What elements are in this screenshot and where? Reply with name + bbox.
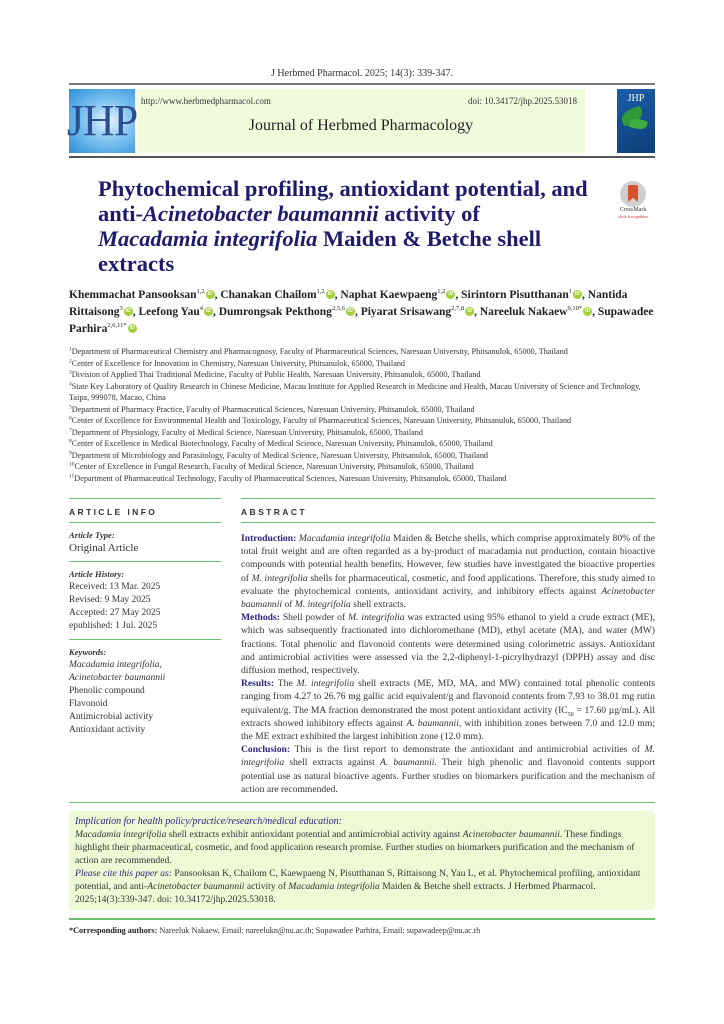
abstract-methods: Methods: Shell powder of M. integrifolia was extracted using 95% ethanol to yield a crude extract (ME), which was subsequently fractionated into dichloromethane (MD), ethyl acetate (MA), and water (MW) fractions. Total phenolic and flavonoid contents were determined using colorimetric assays. Antioxidant and antimicrobial activities were assessed via the 2,2-diphenyl-1-picrylhydrazyl (DPPH) assay and disc diffusion method, respectively.: [241, 612, 655, 677]
affiliation-item: [69, 381, 655, 404]
crossmark-label: CrossMark: [619, 207, 647, 213]
affiliation-number: 10: [69, 461, 75, 468]
crossmark-sublabel: click for updates: [618, 214, 648, 219]
orcid-icon[interactable]: iD: [129, 325, 135, 331]
affiliation-text: Department of Pharmaceutical Chemistry and Pharmacognosy, Faculty of Pharmaceutical Sciences, Naresuan University, Phitsanulok, 65000, Thailand: [71, 347, 568, 356]
article-info-heading: ARTICLE INFO: [69, 507, 158, 517]
orcid-icon[interactable]: iD: [125, 308, 131, 314]
affiliation-text: State Key Laboratory of Quality Research in Chinese Medicine, Macau Institute for Applied Research in Medicine and Health, Macau University of Science and Technology, Taipa, 999078, Macao, China: [69, 381, 641, 402]
journal-url-link[interactable]: http://www.herbmedpharmacol.com: [141, 96, 271, 106]
orcid-icon[interactable]: iD: [467, 308, 473, 314]
affiliation-item: [69, 415, 655, 427]
affiliation-number: 2: [69, 357, 72, 364]
journal-cover-image: [617, 89, 655, 153]
affiliation-text: Department of Pharmacy Practice, Faculty of Pharmaceutical Sciences, Naresuan University, Phitsanulok, 65000, Thailand: [71, 404, 475, 414]
author-affiliation-marker: 2,7,8: [451, 305, 465, 313]
footer-rule: [69, 918, 655, 920]
affiliation-number: 7: [69, 426, 72, 433]
section-rule: [69, 802, 655, 803]
keywords: [69, 640, 221, 743]
abstract-conclusion: Conclusion: This is the first report to demonstrate the antioxidant and antimicrobial activities of M. integrifolia shell extracts against A. baumannii. Their high phenolic and flavonoid contents support potential use as natural bioactive agents. Further studies on biomarkers purification and the mechanism of action are recommended.: [241, 744, 655, 795]
keyword-list: [69, 659, 221, 737]
affiliation-item: [69, 473, 655, 485]
orcid-icon[interactable]: iD: [205, 308, 211, 314]
history-label: Article History:: [69, 569, 125, 579]
affiliation-number: 9: [69, 449, 72, 456]
author-name: Khemmachat Pansooksan: [69, 289, 197, 301]
affiliation-text: Division of Applied Thai Traditional Medicine, Faculty of Public Health, Naresuan University, Phitsanulok, 65000, Thailand: [71, 370, 481, 379]
crossmark-icon: [620, 181, 646, 207]
crossmark-button[interactable]: [615, 181, 651, 225]
orcid-icon[interactable]: iD: [585, 308, 591, 314]
abstract-results: Results: The M. integrifolia shell extracts (ME, MD, MA, and MW) contained total phenolic contents ranging from 4.27 to 26.76 mg gallic acid equivalent/g and flavonoid contents from 7.93 to 38.01 mg rutin equivalent/g. The MA fraction demonstrated the most potent antioxidant activity ($IC_{50} = 17.60$ µg/mL). All extracts showed inhibitory effects against A. baumannii, with inhibition zones between 7.0 and 12.0 mm; the ME extract exhibited the largest inhibition zone (12.0 mm).: [241, 678, 656, 743]
author-name: Nareeluk Nakaew: [479, 306, 568, 318]
citation-text: Please cite this paper as: Pansooksan K, Chailom C, Kaewpaeng N, Pisutthanan S, Rittaisong N, Yau L, et al. Phytochemical profiling, antioxidant potential, and anti-Acinetobacter baumannii activity of Macadamia integrifolia Maiden & Betche shell extracts. J Herbmed Pharmacol. 2025;14(3):339-347. doi: 10.34172/jhp.2025.53018.: [75, 868, 641, 906]
author-name: Piyarat Srisawang: [360, 306, 452, 318]
author-affiliation-marker: 1,2: [437, 288, 446, 296]
affiliation-text: Center of Excellence in Medical Biotechnology, Faculty of Medical Science, Naresuan University, Phitsanulok, 65000, Thailand: [71, 439, 493, 448]
author-name: Leefong Yau: [138, 306, 200, 318]
keyword-item: Acinetobacter baumannii: [69, 673, 166, 683]
history-epublished: epublished: 1 Jul. 2025: [69, 621, 158, 631]
orcid-icon[interactable]: iD: [575, 291, 581, 297]
affiliation-item: [69, 369, 655, 381]
journal-title: Journal of Herbmed Pharmacology: [248, 117, 474, 134]
affiliation-text: Department of Microbiology and Parasitology, Faculty of Medical Science, Naresuan University, Phitsanulok, 65000, Thailand: [71, 450, 489, 460]
affiliation-number: 1: [69, 346, 72, 353]
author-name: Chanakan Chailom: [220, 289, 317, 301]
author-name: Dumrongsak Pekthong: [218, 306, 332, 318]
history-accepted: Accepted: 27 May 2025: [69, 608, 161, 618]
info-abstract-columns: [69, 498, 655, 796]
article-type-value: Original Article: [69, 542, 139, 554]
keyword-item: Flavonoid: [69, 699, 108, 709]
banner-center: [137, 89, 585, 153]
journal-banner: [66, 89, 655, 153]
article-type: [69, 523, 221, 561]
abstract-heading: ABSTRACT: [241, 507, 307, 517]
author-affiliation-marker: 9,10*: [567, 305, 583, 313]
author-affiliation-marker: 3: [119, 305, 123, 313]
affiliation-number: 4: [69, 380, 72, 387]
keyword-item: Macadamia integrifolia,: [69, 660, 162, 670]
keywords-label: Keywords:: [69, 647, 107, 657]
logo-text: JHP: [66, 96, 138, 145]
author-list: Khemmachat Pansooksan$^{1,2}$ iD , Chanakan Chailom$^{1,2}$ iD , Naphat Kaewpaeng$^{1,2}$ iD , Sirintorn Pisutthanan$^1$ iD , Nantida Rittaisong$^3$ iD , Leefong Yau$^4$ iD , Dumrongsak Pekthong$^{2,5,6}$ iD , Piyarat Srisawang$^{2,7,8}$ iD , Nareeluk Nakaew$^{9,10*}$ iD , Supawadee Parhira$^{2,6,11*}$ iD: [69, 288, 654, 335]
keyword-item: Antioxidant activity: [69, 725, 146, 735]
affiliation-text: Department of Physiology, Faculty of Medical Science, Naresuan University, Phitsanulok, 65000, Thailand: [71, 427, 423, 437]
affiliation-text: Department of Pharmaceutical Technology, Faculty of Pharmaceutical Sciences, Naresuan University, Phitsanulok, 65000, Thailand: [74, 473, 507, 483]
author-affiliation-marker: 4: [199, 305, 203, 313]
cover-title: JHP: [627, 93, 645, 104]
jhp-logo: [66, 89, 138, 153]
author-name: Sirintorn Pisutthanan: [461, 289, 569, 301]
implication-text: Macadamia integrifolia shell extracts exhibit antioxidant potential and antimicrobial activity against Acinetobacter baumannii. These findings highlight their pharmaceutical, cosmetic, and food application research promise. Further studies on biomarkers purification and the mechanism of action are recommended.: [75, 829, 635, 867]
author-affiliation-marker: 1,2: [196, 288, 205, 296]
affiliation-item: [69, 461, 655, 473]
implication-heading: Implication for health policy/practice/research/medical education:: [75, 816, 342, 828]
author-affiliation-marker: 2,6,11*: [107, 322, 127, 330]
author-affiliation-marker: 1: [568, 288, 573, 296]
affiliations: [69, 346, 655, 484]
orcid-icon[interactable]: iD: [207, 291, 213, 297]
affiliation-text: Center of Excellence in Fungal Research, Faculty of Medical Science, Naresuan University, Phitsanulok, 65000, Thailand: [74, 462, 474, 471]
doi-link[interactable]: doi: 10.34172/jhp.2025.53018: [467, 96, 577, 106]
implication-box: [69, 811, 655, 910]
affiliation-number: 5: [69, 403, 72, 410]
article-info-column: [69, 498, 221, 796]
author-name: Naphat Kaewpaeng: [340, 289, 438, 301]
article-content: [69, 176, 655, 955]
keyword-item: Phenolic compound: [69, 686, 145, 696]
article-title: Phytochemical profiling, antioxidant potential, and anti-Acinetobacter baumannii activity of Macadamia integrifolia Maiden & Betche shell extracts: [98, 176, 588, 276]
corresponding-authors: *Corresponding authors: Nareeluk Nakaew, Email: nareelukn@nu.ac.th; Supawadee Parhira, Email: supawadeep@nu.ac.th: [69, 926, 481, 936]
abstract-introduction: Introduction: Macadamia integrifolia Maiden & Betche shells, which comprise approximately 80% of the total fruit weight and are often regarded as a by-product of macadamia nut production, contain bioactive compounds with potential health benefits. However, few studies have investigated the bioactive properties of M. integrifolia shells for pharmaceutical, cosmetic, and food applications. Therefore, this study aimed to evaluate the phytochemical contents, antioxidant activity, and inhibitory effects against Acinetobacter baumannii of M. integrifolia shell extracts.: [241, 533, 655, 611]
article-history: [69, 562, 221, 639]
affiliation-number: 11: [69, 472, 75, 479]
affiliation-item: [69, 438, 655, 450]
orcid-icon[interactable]: iD: [327, 291, 333, 297]
affiliation-number: 8: [69, 438, 72, 445]
cover-leaf-graphic: [628, 117, 648, 131]
affiliation-item: [69, 358, 655, 370]
history-received: Received: 13 Mar. 2025: [69, 582, 161, 592]
abstract-column: [241, 498, 655, 796]
affiliation-text: Center of Excellence for Environmental Health and Toxicology, Faculty of Pharmaceutical Sciences, Naresuan University, Phitsanulok, 65000, Thailand: [71, 416, 572, 425]
affiliation-text: Center of Excellence for Innovation in Chemistry, Naresuan University, Phitsanulok, 65000, Thailand: [71, 358, 406, 368]
author-affiliation-marker: 1,2: [316, 288, 325, 296]
affiliation-item: [69, 427, 655, 439]
abstract-body: [241, 523, 655, 796]
history-revised: Revised: 9 May 2025: [69, 595, 151, 605]
title-row: [69, 176, 655, 276]
article-type-label: Article Type:: [69, 530, 115, 540]
banner-rule: [69, 156, 655, 158]
affiliation-item: [69, 346, 655, 358]
author-name: Nantida Rittaisong: [69, 289, 628, 318]
affiliation-number: 3: [69, 369, 72, 376]
affiliation-number: 6: [69, 415, 72, 422]
orcid-icon[interactable]: iD: [448, 291, 454, 297]
orcid-icon[interactable]: iD: [347, 308, 353, 314]
keyword-item: Antimicrobial activity: [69, 712, 154, 722]
author-name: Supawadee Parhira: [69, 306, 654, 335]
running-citation: J Herbmed Pharmacol. 2025; 14(3): 339-347.: [271, 68, 453, 79]
header-rule: [69, 83, 655, 85]
affiliation-item: [69, 404, 655, 416]
affiliation-item: [69, 450, 655, 462]
author-affiliation-marker: 2,5,6: [331, 305, 345, 313]
